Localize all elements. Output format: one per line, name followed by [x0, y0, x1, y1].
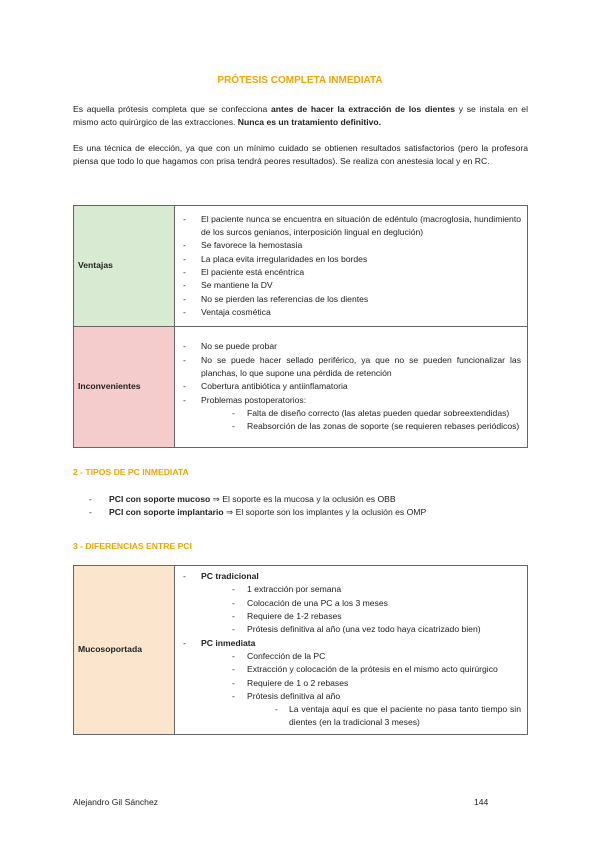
- list-item: [201, 690, 521, 730]
- list-item: - Prótesis definitiva al año (una vez todo haya cicatrizado bien): [201, 623, 521, 636]
- list-item: - La ventaja aquí es que el paciente no pasa tanto tiempo sin dientes (en la tradicional 3 meses): [247, 703, 521, 730]
- intro-paragraph-2: Es una técnica de elección, ya que con un mínimo cuidado se obtienen resultados satisfactorios (pero la profesora piensa que todo lo que hagamos con prisa tendrá peores resultados). Se realiza con anestesia local y en RC.: [73, 143, 528, 167]
- list-item: - No se puede hacer sellado periférico, ya que no se pueden funcionalizar las planchas, lo que supone una pérdida de retención: [175, 354, 521, 381]
- arrow-icon: ⇒: [226, 507, 234, 518]
- table-row: [74, 206, 528, 327]
- inconvenientes-cell: [175, 327, 528, 448]
- pci-types-list: [83, 493, 523, 520]
- list-item: [175, 637, 521, 730]
- list-item: - El paciente está encéntrica: [175, 266, 521, 279]
- list-item: - No se puede probar: [175, 340, 521, 353]
- list-item: - Colocación de una PC a los 3 meses: [201, 597, 521, 610]
- ventajas-label: Ventajas: [74, 206, 175, 327]
- item-text: El soporte son los implantes y la oclusión es OMP: [233, 507, 427, 518]
- pc-inmediata-title: PC inmediata: [201, 637, 256, 648]
- list-item: - Confección de la PC: [201, 650, 521, 663]
- list-item: - Extracción y colocación de la prótesis en el mismo acto quirúrgico: [201, 663, 521, 676]
- list-item: - El paciente nunca se encuentra en situación de edéntulo (macroglosia, hundimiento de los surcos genianos, interposición lingual en deglución): [175, 213, 521, 240]
- section-3-heading: 3 - DIFERENCIAS ENTRE PCI: [73, 541, 192, 551]
- ventajas-cell: [175, 206, 528, 327]
- footer-page-number: 144: [474, 797, 489, 807]
- arrow-icon: ⇒: [212, 494, 220, 504]
- intro-bold: antes de hacer la extracción de los dientes: [270, 104, 455, 114]
- intro-text: Es aquella prótesis completa que se confecciona: [73, 104, 271, 114]
- list-item: - Requiere de 1 o 2 rebases: [201, 677, 521, 690]
- list-item: [83, 506, 523, 519]
- intro-bold: Nunca es un tratamiento definitivo.: [237, 117, 382, 128]
- mucosoportada-cell: [175, 566, 528, 735]
- footer-author: Alejandro Gil Sánchez: [73, 797, 159, 807]
- table-row: [74, 327, 528, 448]
- list-item: - 1 extracción por semana: [201, 583, 521, 596]
- list-item: - Reabsorción de las zonas de soporte (se requieren rebases periódicos): [201, 420, 521, 433]
- list-item: - Se favorece la hemostasia: [175, 239, 521, 252]
- list-item: - La placa evita irregularidades en los bordes: [175, 253, 521, 266]
- list-item: - Ventaja cosmética: [175, 306, 521, 319]
- list-item: [83, 493, 523, 506]
- intro-text: y se instala en el mismo acto quirúrgico de las extracciones.: [73, 104, 528, 128]
- pc-tradicional-title: PC tradicional: [201, 571, 259, 581]
- page-title: PRÓTESIS COMPLETA INMEDIATA: [217, 75, 383, 86]
- list-item: - Falta de diseño correcto (las aletas pueden quedar sobreextendidas): [201, 407, 521, 420]
- item-text: El soporte es la mucosa y la oclusión es OBB: [219, 494, 396, 504]
- ventajas-inconvenientes-table: [73, 205, 528, 448]
- item-bold: PCI con soporte implantario: [109, 507, 224, 518]
- mucosoportada-label: Mucosoportada: [74, 566, 175, 735]
- list-item: - Se mantiene la DV: [175, 279, 521, 292]
- list-item-text: Prótesis definitiva al año: [247, 690, 341, 701]
- list-item: - Cobertura antibiótica y antiinflamatoria: [175, 380, 521, 393]
- list-item: - No se pierden las referencias de los dientes: [175, 293, 521, 306]
- intro-paragraph-1: [73, 103, 528, 130]
- section-2-heading: 2 - TIPOS DE PC INMEDIATA: [73, 467, 189, 477]
- inconvenientes-label: Inconvenientes: [74, 327, 175, 448]
- table-row: [74, 566, 528, 735]
- list-item: - Requiere de 1-2 rebases: [201, 610, 521, 623]
- diferencias-table: [73, 565, 528, 735]
- list-item: [175, 394, 521, 434]
- item-bold: PCI con soporte mucoso: [109, 494, 211, 504]
- list-item-text: Problemas postoperatorios:: [201, 394, 307, 405]
- list-item: [175, 570, 521, 637]
